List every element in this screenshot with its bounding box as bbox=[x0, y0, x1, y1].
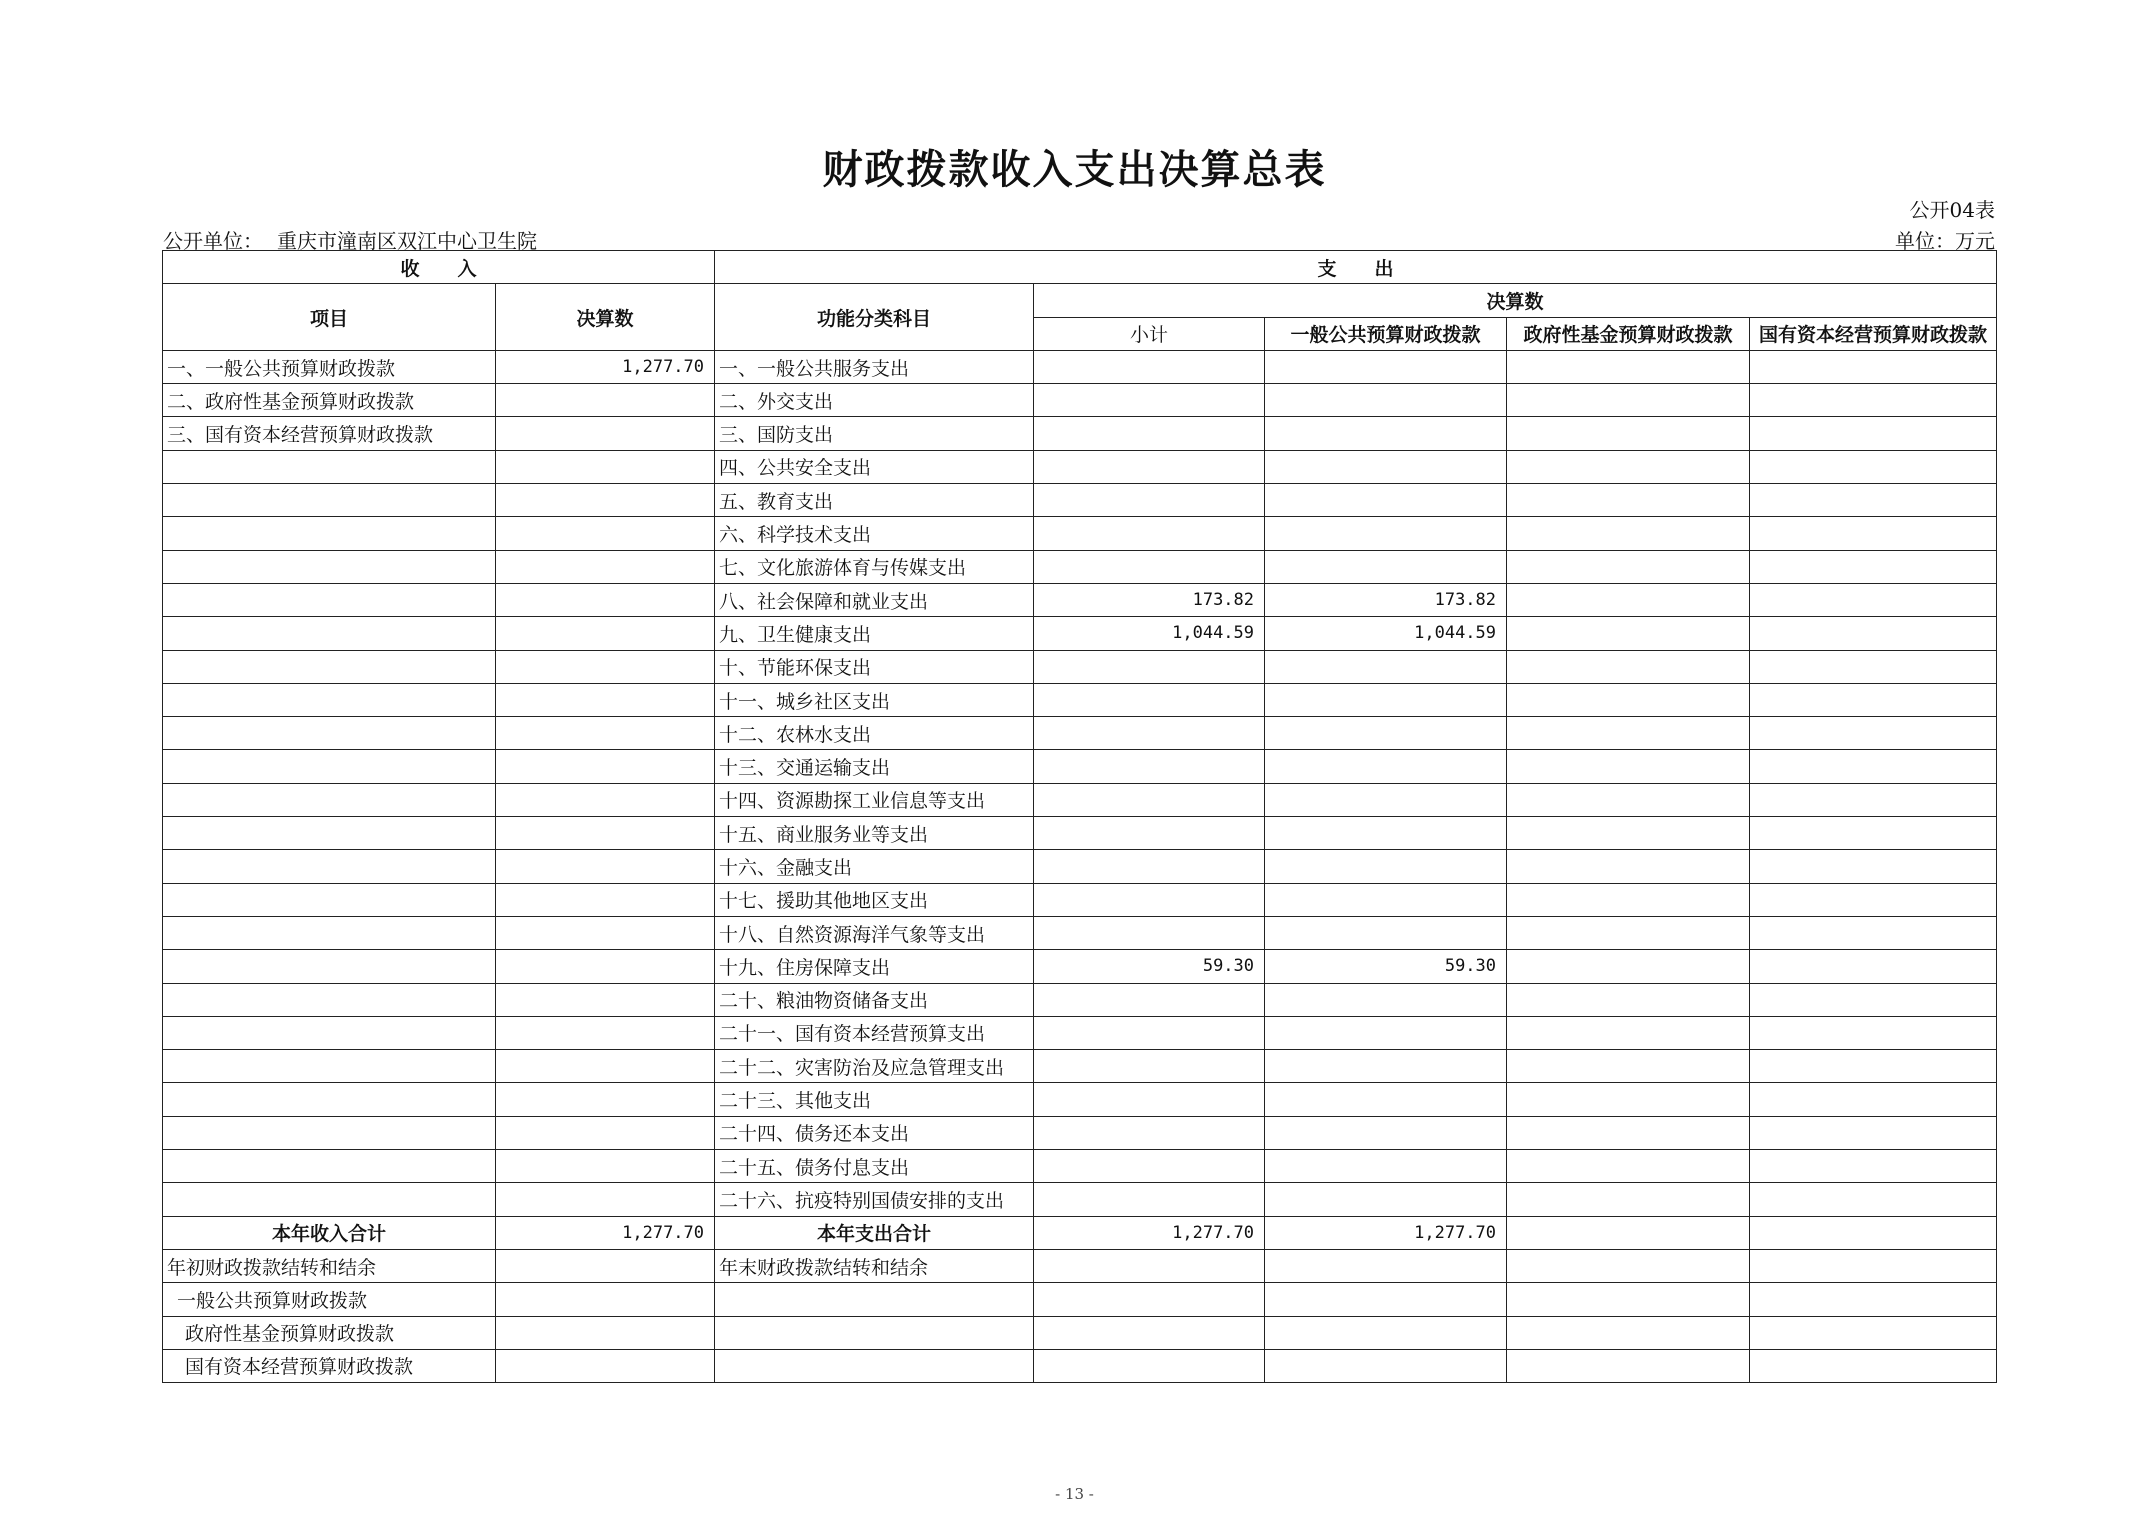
cell-soe bbox=[1750, 817, 1997, 850]
cell-subtotal bbox=[1034, 916, 1265, 949]
cell-income-amount bbox=[496, 916, 715, 949]
cell-subtotal bbox=[1034, 683, 1265, 716]
page-title: 财政拨款收入支出决算总表 bbox=[822, 146, 1327, 193]
cell-general bbox=[1265, 484, 1507, 517]
expense-total-label: 本年支出合计 bbox=[715, 1216, 1034, 1249]
cell-expense-item: 十五、商业服务业等支出 bbox=[715, 817, 1034, 850]
table-row bbox=[163, 650, 1997, 683]
cell-income-amount bbox=[496, 384, 715, 417]
cell-general bbox=[1265, 417, 1507, 450]
col-soe: 国有资本经营预算财政拨款 bbox=[1750, 317, 1997, 350]
cell-soe bbox=[1750, 550, 1997, 583]
cell-general bbox=[1265, 1050, 1507, 1083]
cell-general bbox=[1265, 850, 1507, 883]
table-row bbox=[163, 1183, 1997, 1216]
table-row bbox=[163, 1050, 1997, 1083]
cell-income-item bbox=[163, 783, 496, 816]
cell-fund bbox=[1507, 850, 1750, 883]
cell-income-item bbox=[163, 1183, 496, 1216]
carryover-sub-row bbox=[163, 1349, 1997, 1382]
cell-expense-item: 八、社会保障和就业支出 bbox=[715, 583, 1034, 616]
cell-general bbox=[1265, 650, 1507, 683]
cell-expense-item: 十八、自然资源海洋气象等支出 bbox=[715, 916, 1034, 949]
table-row bbox=[163, 1083, 1997, 1116]
cell-income-item bbox=[163, 1016, 496, 1049]
cell-subtotal bbox=[1034, 650, 1265, 683]
cell-income-item bbox=[163, 950, 496, 983]
cell-soe bbox=[1750, 1083, 1997, 1116]
cell-fund bbox=[1507, 650, 1750, 683]
cell-soe bbox=[1750, 683, 1997, 716]
cell-soe bbox=[1750, 883, 1997, 916]
col-item: 项目 bbox=[163, 284, 496, 351]
cell-income-amount bbox=[496, 550, 715, 583]
table-row bbox=[163, 817, 1997, 850]
cell-subtotal bbox=[1034, 717, 1265, 750]
cell-soe bbox=[1750, 517, 1997, 550]
table-row bbox=[163, 583, 1997, 616]
cell-income-amount bbox=[496, 683, 715, 716]
cell-income-amount bbox=[496, 983, 715, 1016]
cell-income-amount bbox=[496, 717, 715, 750]
cell-soe bbox=[1750, 717, 1997, 750]
cell-fund bbox=[1507, 484, 1750, 517]
cell-soe bbox=[1750, 750, 1997, 783]
cell-general bbox=[1265, 450, 1507, 483]
table-row bbox=[163, 850, 1997, 883]
carryover-sub-item: 一般公共预算财政拨款 bbox=[163, 1283, 496, 1316]
cell-general: 59.30 bbox=[1265, 950, 1507, 983]
cell-fund bbox=[1507, 1083, 1750, 1116]
cell-income-item bbox=[163, 683, 496, 716]
col-amount: 决算数 bbox=[496, 284, 715, 351]
cell-subtotal bbox=[1034, 817, 1265, 850]
expense-total-general: 1,277.70 bbox=[1265, 1216, 1507, 1249]
cell-subtotal bbox=[1034, 1116, 1265, 1149]
cell-general bbox=[1265, 350, 1507, 383]
cell-subtotal bbox=[1034, 1183, 1265, 1216]
cell-general bbox=[1265, 717, 1507, 750]
cell-general bbox=[1265, 384, 1507, 417]
table-row bbox=[163, 550, 1997, 583]
carryover-sub-row bbox=[163, 1283, 1997, 1316]
cell-soe bbox=[1750, 583, 1997, 616]
cell-income-amount bbox=[496, 1050, 715, 1083]
cell-income-item bbox=[163, 550, 496, 583]
cell-soe bbox=[1750, 983, 1997, 1016]
cell-expense-item: 十四、资源勘探工业信息等支出 bbox=[715, 783, 1034, 816]
cell-subtotal: 59.30 bbox=[1034, 950, 1265, 983]
totals-row bbox=[163, 1216, 1997, 1249]
cell-soe bbox=[1750, 1183, 1997, 1216]
cell-expense-item: 十九、住房保障支出 bbox=[715, 950, 1034, 983]
cell-expense-item: 三、国防支出 bbox=[715, 417, 1034, 450]
table-row bbox=[163, 384, 1997, 417]
expense-total-subtotal: 1,277.70 bbox=[1034, 1216, 1265, 1249]
cell-income-amount bbox=[496, 417, 715, 450]
cell-income-amount bbox=[496, 1116, 715, 1149]
carryover-sub-row bbox=[163, 1316, 1997, 1349]
cell-income-item bbox=[163, 883, 496, 916]
cell-expense-item: 十六、金融支出 bbox=[715, 850, 1034, 883]
cell-income-item bbox=[163, 983, 496, 1016]
cell-income-item bbox=[163, 1116, 496, 1149]
cell-income-amount bbox=[496, 650, 715, 683]
cell-soe bbox=[1750, 1016, 1997, 1049]
cell-subtotal bbox=[1034, 450, 1265, 483]
carryover-expense-label: 年末财政拨款结转和结余 bbox=[715, 1249, 1034, 1282]
cell-general bbox=[1265, 1116, 1507, 1149]
cell-income-item bbox=[163, 617, 496, 650]
cell-soe bbox=[1750, 1150, 1997, 1183]
cell-fund bbox=[1507, 717, 1750, 750]
cell-income-amount bbox=[496, 617, 715, 650]
cell-soe bbox=[1750, 850, 1997, 883]
carryover-row bbox=[163, 1249, 1997, 1282]
income-total-label: 本年收入合计 bbox=[163, 1216, 496, 1249]
cell-subtotal bbox=[1034, 883, 1265, 916]
cell-soe bbox=[1750, 1116, 1997, 1149]
cell-expense-item: 五、教育支出 bbox=[715, 484, 1034, 517]
cell-fund bbox=[1507, 583, 1750, 616]
cell-income-item bbox=[163, 717, 496, 750]
cell-income-amount bbox=[496, 1083, 715, 1116]
cell-general bbox=[1265, 550, 1507, 583]
cell-expense-item: 二十二、灾害防治及应急管理支出 bbox=[715, 1050, 1034, 1083]
cell-subtotal: 173.82 bbox=[1034, 583, 1265, 616]
cell-subtotal bbox=[1034, 1050, 1265, 1083]
cell-general bbox=[1265, 916, 1507, 949]
cell-expense-item: 二、外交支出 bbox=[715, 384, 1034, 417]
cell-subtotal bbox=[1034, 417, 1265, 450]
table-row bbox=[163, 1150, 1997, 1183]
cell-general: 1,044.59 bbox=[1265, 617, 1507, 650]
cell-general bbox=[1265, 817, 1507, 850]
cell-general bbox=[1265, 983, 1507, 1016]
cell-soe bbox=[1750, 384, 1997, 417]
cell-fund bbox=[1507, 683, 1750, 716]
cell-subtotal bbox=[1034, 850, 1265, 883]
cell-fund bbox=[1507, 916, 1750, 949]
cell-subtotal bbox=[1034, 350, 1265, 383]
income-total-amount: 1,277.70 bbox=[496, 1216, 715, 1249]
cell-fund bbox=[1507, 750, 1750, 783]
budget-table bbox=[162, 250, 1997, 1383]
cell-fund bbox=[1507, 817, 1750, 850]
cell-fund bbox=[1507, 550, 1750, 583]
cell-income-item bbox=[163, 916, 496, 949]
cell-expense-item: 二十三、其他支出 bbox=[715, 1083, 1034, 1116]
table-row bbox=[163, 950, 1997, 983]
cell-soe bbox=[1750, 617, 1997, 650]
cell-fund bbox=[1507, 617, 1750, 650]
cell-income-item: 一、一般公共预算财政拨款 bbox=[163, 350, 496, 383]
cell-income-amount bbox=[496, 883, 715, 916]
table-row bbox=[163, 750, 1997, 783]
income-header: 收 入 bbox=[163, 251, 715, 284]
cell-income-item: 三、国有资本经营预算财政拨款 bbox=[163, 417, 496, 450]
cell-expense-item: 四、公共安全支出 bbox=[715, 450, 1034, 483]
cell-fund bbox=[1507, 1116, 1750, 1149]
cell-general bbox=[1265, 517, 1507, 550]
cell-expense-item: 一、一般公共服务支出 bbox=[715, 350, 1034, 383]
cell-fund bbox=[1507, 350, 1750, 383]
col-func-subject: 功能分类科目 bbox=[715, 284, 1034, 351]
table-row bbox=[163, 350, 1997, 383]
cell-expense-item: 九、卫生健康支出 bbox=[715, 617, 1034, 650]
cell-income-item bbox=[163, 750, 496, 783]
carryover-sub-item: 政府性基金预算财政拨款 bbox=[163, 1316, 496, 1349]
table-row bbox=[163, 1116, 1997, 1149]
cell-income-amount bbox=[496, 750, 715, 783]
cell-fund bbox=[1507, 783, 1750, 816]
cell-soe bbox=[1750, 350, 1997, 383]
cell-expense-item: 二十五、债务付息支出 bbox=[715, 1150, 1034, 1183]
cell-expense-item: 七、文化旅游体育与传媒支出 bbox=[715, 550, 1034, 583]
cell-income-amount bbox=[496, 817, 715, 850]
cell-income-item: 二、政府性基金预算财政拨款 bbox=[163, 384, 496, 417]
cell-fund bbox=[1507, 1150, 1750, 1183]
org-label: 公开单位： bbox=[163, 229, 263, 253]
cell-expense-item: 二十四、债务还本支出 bbox=[715, 1116, 1034, 1149]
table-row bbox=[163, 883, 1997, 916]
cell-income-item bbox=[163, 517, 496, 550]
col-general: 一般公共预算财政拨款 bbox=[1265, 317, 1507, 350]
cell-income-item bbox=[163, 450, 496, 483]
cell-expense-item: 二十、粮油物资储备支出 bbox=[715, 983, 1034, 1016]
col-subtotal: 小计 bbox=[1034, 317, 1265, 350]
cell-income-amount bbox=[496, 950, 715, 983]
cell-income-item bbox=[163, 1050, 496, 1083]
cell-income-amount: 1,277.70 bbox=[496, 350, 715, 383]
table-row bbox=[163, 1016, 1997, 1049]
cell-general bbox=[1265, 1083, 1507, 1116]
cell-subtotal bbox=[1034, 783, 1265, 816]
org-name: 重庆市潼南区双江中心卫生院 bbox=[277, 229, 537, 253]
cell-income-amount bbox=[496, 783, 715, 816]
cell-income-amount bbox=[496, 517, 715, 550]
table-number: 公开04表 bbox=[1909, 198, 1995, 222]
cell-general: 173.82 bbox=[1265, 583, 1507, 616]
table-row bbox=[163, 717, 1997, 750]
cell-fund bbox=[1507, 1183, 1750, 1216]
table-row bbox=[163, 683, 1997, 716]
table-row bbox=[163, 916, 1997, 949]
cell-income-amount bbox=[496, 484, 715, 517]
cell-income-amount bbox=[496, 1016, 715, 1049]
cell-subtotal bbox=[1034, 1150, 1265, 1183]
table-row bbox=[163, 517, 1997, 550]
table-row bbox=[163, 484, 1997, 517]
cell-subtotal bbox=[1034, 550, 1265, 583]
cell-expense-item: 十二、农林水支出 bbox=[715, 717, 1034, 750]
cell-income-item bbox=[163, 583, 496, 616]
table-row bbox=[163, 450, 1997, 483]
cell-soe bbox=[1750, 950, 1997, 983]
cell-soe bbox=[1750, 450, 1997, 483]
cell-income-amount bbox=[496, 1150, 715, 1183]
cell-income-amount bbox=[496, 850, 715, 883]
cell-fund bbox=[1507, 1050, 1750, 1083]
cell-fund bbox=[1507, 983, 1750, 1016]
cell-expense-item: 十三、交通运输支出 bbox=[715, 750, 1034, 783]
table-row bbox=[163, 783, 1997, 816]
cell-fund bbox=[1507, 1016, 1750, 1049]
cell-soe bbox=[1750, 783, 1997, 816]
cell-income-amount bbox=[496, 450, 715, 483]
cell-general bbox=[1265, 1016, 1507, 1049]
cell-income-item bbox=[163, 1083, 496, 1116]
cell-general bbox=[1265, 1183, 1507, 1216]
col-amount-group: 决算数 bbox=[1034, 284, 1997, 317]
col-fund: 政府性基金预算财政拨款 bbox=[1507, 317, 1750, 350]
cell-subtotal bbox=[1034, 983, 1265, 1016]
expense-total-soe bbox=[1750, 1216, 1997, 1249]
table-row bbox=[163, 983, 1997, 1016]
cell-expense-item: 十七、援助其他地区支出 bbox=[715, 883, 1034, 916]
cell-general bbox=[1265, 783, 1507, 816]
carryover-sub-item: 国有资本经营预算财政拨款 bbox=[163, 1349, 496, 1382]
cell-fund bbox=[1507, 517, 1750, 550]
cell-income-amount bbox=[496, 583, 715, 616]
cell-subtotal bbox=[1034, 1083, 1265, 1116]
cell-income-item bbox=[163, 650, 496, 683]
cell-fund bbox=[1507, 450, 1750, 483]
cell-general bbox=[1265, 883, 1507, 916]
cell-soe bbox=[1750, 1050, 1997, 1083]
cell-general bbox=[1265, 750, 1507, 783]
cell-income-amount bbox=[496, 1183, 715, 1216]
cell-soe bbox=[1750, 916, 1997, 949]
cell-expense-item: 六、科学技术支出 bbox=[715, 517, 1034, 550]
cell-general bbox=[1265, 1150, 1507, 1183]
cell-expense-item: 十一、城乡社区支出 bbox=[715, 683, 1034, 716]
cell-general bbox=[1265, 683, 1507, 716]
cell-fund bbox=[1507, 417, 1750, 450]
cell-income-item bbox=[163, 484, 496, 517]
cell-income-item bbox=[163, 817, 496, 850]
cell-expense-item: 十、节能环保支出 bbox=[715, 650, 1034, 683]
cell-subtotal bbox=[1034, 1016, 1265, 1049]
cell-income-item bbox=[163, 1150, 496, 1183]
expense-header: 支 出 bbox=[715, 251, 1997, 284]
cell-expense-item: 二十六、抗疫特别国债安排的支出 bbox=[715, 1183, 1034, 1216]
cell-fund bbox=[1507, 950, 1750, 983]
cell-subtotal bbox=[1034, 384, 1265, 417]
cell-fund bbox=[1507, 384, 1750, 417]
cell-subtotal bbox=[1034, 517, 1265, 550]
table-row bbox=[163, 417, 1997, 450]
expense-total-fund bbox=[1507, 1216, 1750, 1249]
cell-soe bbox=[1750, 650, 1997, 683]
cell-income-item bbox=[163, 850, 496, 883]
carryover-income-label: 年初财政拨款结转和结余 bbox=[163, 1249, 496, 1282]
cell-expense-item: 二十一、国有资本经营预算支出 bbox=[715, 1016, 1034, 1049]
cell-subtotal bbox=[1034, 484, 1265, 517]
page-number: - 13 - bbox=[1055, 1485, 1094, 1503]
cell-fund bbox=[1507, 883, 1750, 916]
cell-soe bbox=[1750, 417, 1997, 450]
cell-subtotal: 1,044.59 bbox=[1034, 617, 1265, 650]
cell-soe bbox=[1750, 484, 1997, 517]
cell-subtotal bbox=[1034, 750, 1265, 783]
currency-unit: 单位：万元 bbox=[1895, 229, 1995, 253]
table-row bbox=[163, 617, 1997, 650]
